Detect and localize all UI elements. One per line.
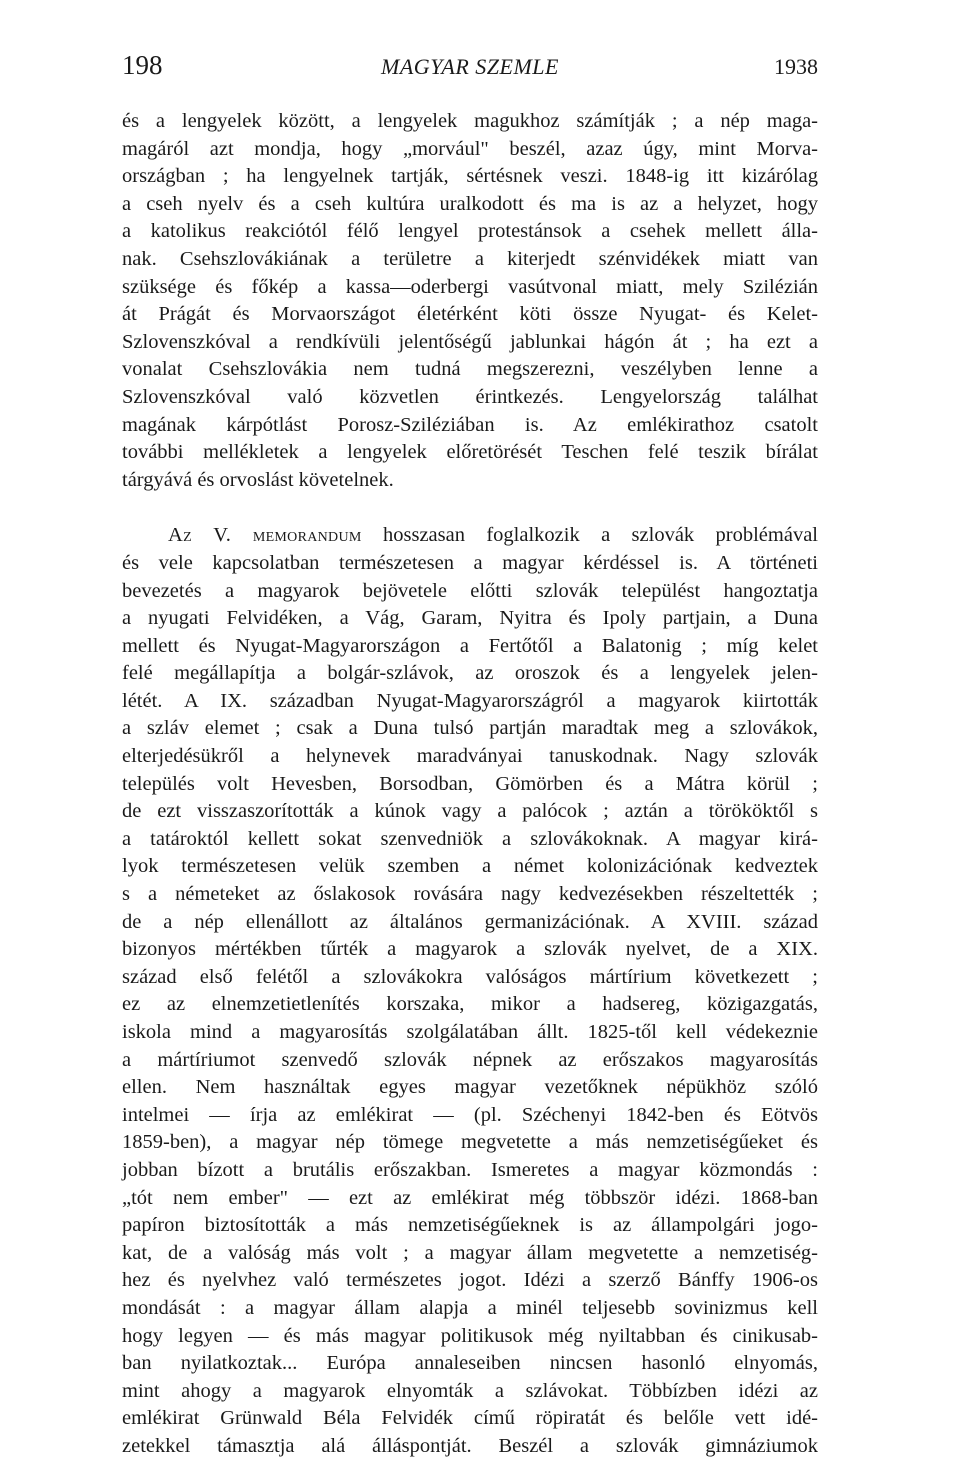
text-line: szüksége és főkép a kassa—oderbergi vasútvonal miatt, mely Szilézián bbox=[122, 275, 818, 298]
text-line: a tatároktól kellett sokat szenvedniök a szlovákoknak. A magyar kirá- bbox=[122, 827, 818, 850]
text-line: hez és nyelvhez való természetes jogot. Idézi a szerző Bánffy 1906-os bbox=[122, 1269, 818, 1292]
text-line: bizonyos mértékben tűrték a magyarok a szlovák nyelvet, de a XIX. bbox=[122, 938, 818, 961]
text-line: jobban bízott a brutális erőszakban. Ismeretes a magyar közmondás : bbox=[122, 1158, 818, 1181]
text-line: további mellékletek a lengyelek előretörését Teschen felé teszik bírálat bbox=[122, 441, 818, 464]
text-line: de a nép ellenállott az általános germanizációnak. A XVIII. század bbox=[122, 910, 818, 933]
text-line: a nyugati Felvidéken, a Vág, Garam, Nyitra és Ipoly partjain, a Duna bbox=[122, 607, 818, 630]
text-line: Szlovenszkóval való közvetlen érintkezés. Lengyelország találhat bbox=[122, 385, 818, 408]
text-line: magának kárpótlást Porosz-Sziléziában is. Az emlékirathoz csatolt bbox=[122, 413, 818, 436]
text-line: ellen. Nem használtak egyes magyar vezetőknek népükhöz szóló bbox=[122, 1076, 818, 1099]
text-line: intelmei — írja az emlékirat — (pl. Széchenyi 1842-ben és Eötvös bbox=[122, 1103, 818, 1126]
text-line: létét. A IX. században Nyugat-Magyarországról a magyarok kiirtották bbox=[122, 689, 818, 712]
text-line: kat, de a valóság más volt ; a magyar állam megvetette a nemzetiség- bbox=[122, 1241, 818, 1264]
text-line: ban nyilatkoztak... Európa annaleseiben nincsen hasonló elnyomás, bbox=[122, 1352, 818, 1375]
text-line: és a lengyelek között, a lengyelek magukhoz számítják ; a nép maga- bbox=[122, 110, 818, 132]
memorandum-heading: Az V. memorandum bbox=[168, 524, 362, 547]
text-line: nak. Csehszlovákiának a területre a kiterjedt szénvidékek miatt van bbox=[122, 247, 818, 270]
text-line: s a németeket az őslakosok rovására nagy kedvezésekben részeltették ; bbox=[122, 883, 818, 906]
paragraph-first-line bbox=[122, 522, 818, 550]
text-line: mint ahogy a magyarok elnyomták a szlávokat. Többízben idézi az bbox=[122, 1379, 818, 1402]
body-text bbox=[122, 108, 818, 1461]
text-line: de ezt visszaszorították a kúnok vagy a palócok ; aztán a törököktől s bbox=[122, 800, 818, 823]
text-line: század első felétől a szlovákokra valóságos mártírium következett ; bbox=[122, 965, 818, 988]
text-line: elterjedésükről a helynevek maradványai tanuskodnak. Nagy szlovák bbox=[122, 745, 818, 768]
text-line: település volt Hevesben, Borsodban, Gömörben és a Mátra körül ; bbox=[122, 772, 818, 795]
text-line: lyok természetesen velük szemben a német kolonizációnak kedveztek bbox=[122, 855, 818, 878]
text-line: tárgyává és orvoslást követelnek. bbox=[122, 468, 394, 491]
text-line: Szlovenszkóval a rendkívüli jelentőségű jablunkai hágón át ; ha ezt a bbox=[122, 330, 818, 353]
text-line: 1859-ben), a magyar nép tömege megvetette a más nemzetiségűeket és bbox=[122, 1131, 818, 1154]
text-line: papíron biztosították a más nemzetiségűeknek is az állampolgári jogo- bbox=[122, 1214, 818, 1237]
text-line: a szláv elemet ; csak a Duna tulsó partján maradtak meg a szlovákok, bbox=[122, 717, 818, 740]
text-line: vonalat Csehszlovákia nem tudná megszerezni, veszélyben lenne a bbox=[122, 358, 818, 381]
text-line: hogy legyen — és más magyar politikusok még nyiltabban és cinikusab- bbox=[122, 1324, 818, 1347]
text-line: ez az elnemzetietlenítés korszaka, mikor a hadsereg, közigazgatás, bbox=[122, 993, 818, 1016]
paragraph-1 bbox=[122, 108, 818, 494]
text-line: a cseh nyelv és a cseh kultúra uralkodott és ma is az a helyzet, hogy bbox=[122, 192, 818, 215]
text-line: a mártíriumot szenvedő szlovák népnek az erőszakos magyarosítás bbox=[122, 1048, 818, 1071]
text-line: mondását : a magyar állam alapja a minél teljesebb sovinizmus kell bbox=[122, 1296, 818, 1319]
page-header bbox=[122, 50, 818, 90]
text-line: zetekkel támasztja alá álláspontját. Beszél a szlovák gimnáziumok bbox=[122, 1434, 818, 1457]
text-line: és vele kapcsolatban természetesen a magyar kérdéssel is. A történeti bbox=[122, 551, 818, 574]
text-line: „tót nem ember" — ezt az emlékirat még többször idézi. 1868-ban bbox=[122, 1186, 818, 1209]
text-line: országban ; ha lengyelnek tartják, sértésnek veszi. 1848-ig itt kizárólag bbox=[122, 165, 818, 188]
text-line: mellett és Nyugat-Magyarországon a Fertőtől a Balatonig ; míg kelet bbox=[122, 634, 818, 657]
text-line: magáról azt mondja, hogy „morvául" beszél, azaz úgy, mint Morva- bbox=[122, 137, 818, 160]
text-line: felé megállapítja a bolgár-szlávok, az oroszok és a lengyelek jelen- bbox=[122, 662, 818, 685]
journal-title: MAGYAR SZEMLE bbox=[381, 54, 559, 79]
page-number: 198 bbox=[122, 50, 163, 80]
text-line: emlékirat Grünwald Béla Felvidék című röpiratát és belőle vett idé- bbox=[122, 1407, 818, 1430]
first-line-rest: hosszasan foglalkozik a szlovák problémával bbox=[361, 524, 818, 547]
paragraph-2 bbox=[122, 522, 818, 1460]
text-line: át Prágát és Morvaországot életérként köti össze Nyugat- és Kelet- bbox=[122, 303, 818, 326]
text-line: iskola mind a magyarosítás szolgálatában állt. 1825-től kell védekeznie bbox=[122, 1021, 818, 1043]
text-line: bevezetés a magyarok bejövetele előtti szlovák települést hangoztatja bbox=[122, 579, 818, 602]
text-line: a katolikus reakciótól félő lengyel protestánsok a csehek mellett álla- bbox=[122, 220, 818, 243]
publication-year: 1938 bbox=[774, 54, 818, 79]
